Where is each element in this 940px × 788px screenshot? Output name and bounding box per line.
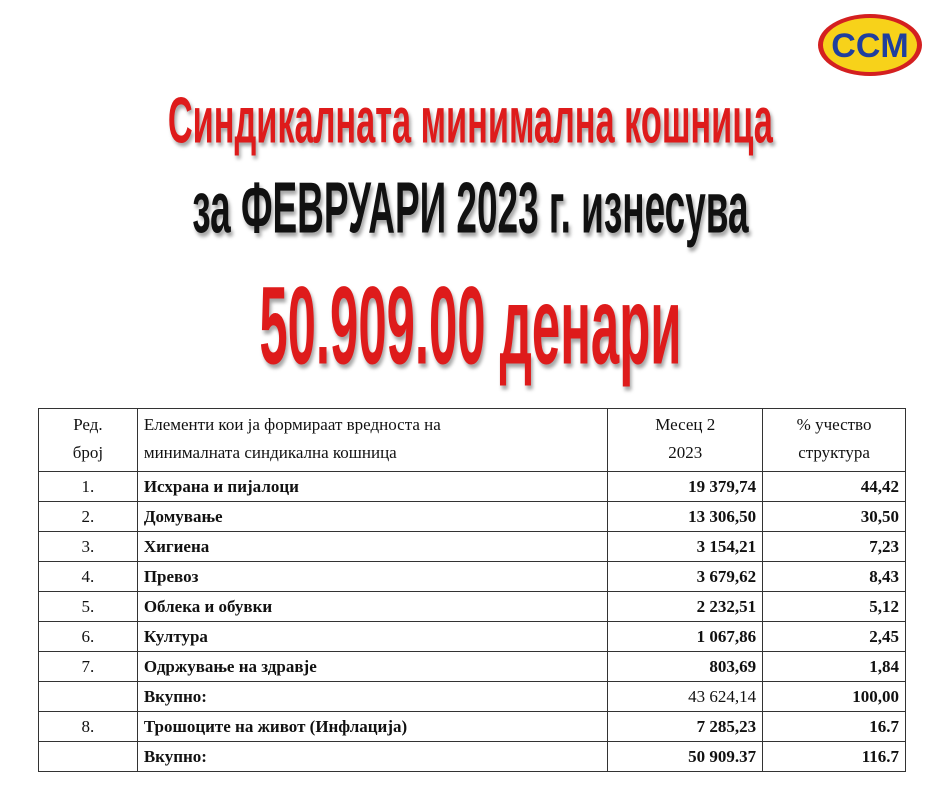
total-row [39, 742, 906, 772]
headline-line-1: Синдикалната минимална кошница [167, 84, 773, 158]
row-value: 43 624,14 [608, 682, 763, 712]
headline-subtitle [0, 166, 940, 249]
headline-title [0, 86, 940, 156]
row-num: 8. [39, 712, 138, 742]
table-row [39, 712, 906, 742]
row-pct: 16.7 [763, 712, 906, 742]
row-name: Превоз [137, 562, 608, 592]
row-num: 3. [39, 532, 138, 562]
row-pct: 8,43 [763, 562, 906, 592]
row-num: 2. [39, 502, 138, 532]
header-name: Елементи кои ја формираат вредноста на минималната синдикална кошница [137, 409, 608, 472]
row-num [39, 742, 138, 772]
row-value: 13 306,50 [608, 502, 763, 532]
row-name: Култура [137, 622, 608, 652]
table-row [39, 532, 906, 562]
table-row [39, 592, 906, 622]
header-num: Ред. број [39, 409, 138, 472]
row-value: 3 154,21 [608, 532, 763, 562]
row-pct: 44,42 [763, 472, 906, 502]
table-row [39, 472, 906, 502]
table-row [39, 622, 906, 652]
row-name: Облека и обувки [137, 592, 608, 622]
subtotal-row [39, 682, 906, 712]
row-value: 7 285,23 [608, 712, 763, 742]
table-row [39, 652, 906, 682]
row-value: 19 379,74 [608, 472, 763, 502]
row-num: 5. [39, 592, 138, 622]
row-value: 803,69 [608, 652, 763, 682]
row-num: 7. [39, 652, 138, 682]
table-row [39, 502, 906, 532]
row-pct: 100,00 [763, 682, 906, 712]
headline-amount [0, 264, 940, 388]
headline-line-3: 50.909.00 денари [258, 264, 682, 388]
row-num [39, 682, 138, 712]
header-pct: % учество структура [763, 409, 906, 472]
row-num: 6. [39, 622, 138, 652]
row-pct: 1,84 [763, 652, 906, 682]
row-value: 2 232,51 [608, 592, 763, 622]
row-name: Вкупно: [137, 742, 608, 772]
row-value: 50 909.37 [608, 742, 763, 772]
row-num: 1. [39, 472, 138, 502]
row-pct: 2,45 [763, 622, 906, 652]
ccm-logo [816, 12, 924, 78]
row-pct: 30,50 [763, 502, 906, 532]
ccm-logo-icon [816, 12, 924, 78]
table-row [39, 562, 906, 592]
row-name: Хигиена [137, 532, 608, 562]
table-header-row [39, 409, 906, 472]
row-pct: 116.7 [763, 742, 906, 772]
row-value: 3 679,62 [608, 562, 763, 592]
svg-text:CCM: CCM [831, 27, 909, 65]
row-pct: 5,12 [763, 592, 906, 622]
row-name: Одржување на здравје [137, 652, 608, 682]
row-value: 1 067,86 [608, 622, 763, 652]
header-value: Месец 2 2023 [608, 409, 763, 472]
row-name: Исхрана и пијалоци [137, 472, 608, 502]
row-num: 4. [39, 562, 138, 592]
headline-line-2: за ФЕВРУАРИ 2023 г. изнесува [191, 166, 749, 249]
row-name: Трошоците на живот (Инфлација) [137, 712, 608, 742]
row-name: Домување [137, 502, 608, 532]
row-pct: 7,23 [763, 532, 906, 562]
row-name: Вкупно: [137, 682, 608, 712]
basket-table [38, 408, 906, 772]
